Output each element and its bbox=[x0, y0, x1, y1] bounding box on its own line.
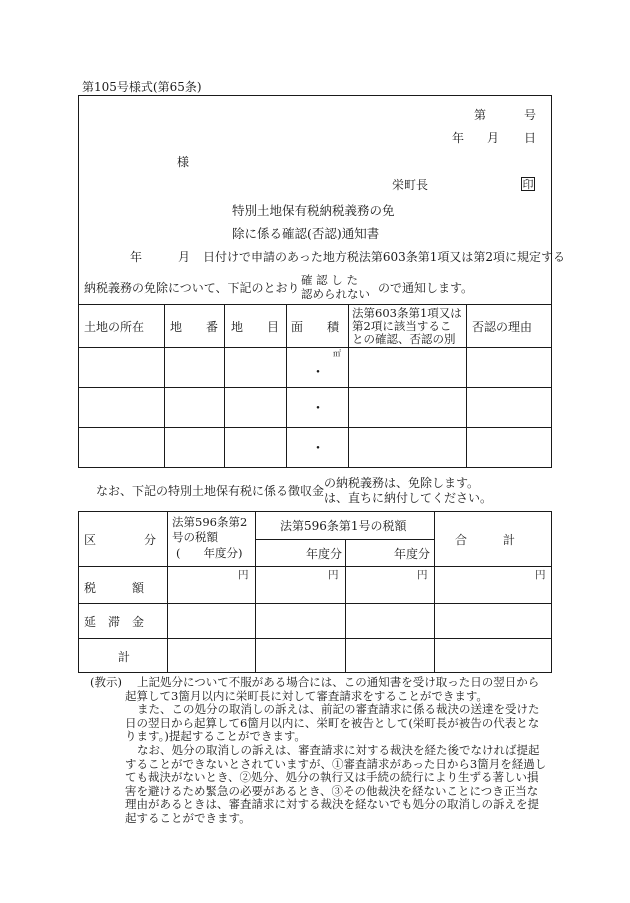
tax-row2-bottom bbox=[78, 638, 552, 639]
body-month: 月 bbox=[178, 250, 191, 264]
tax-header-596-2-line3: ( 年度分) bbox=[176, 546, 243, 560]
decimal-mark: ・ bbox=[311, 401, 325, 417]
choice-confirmed: 確 認 し た bbox=[301, 273, 358, 287]
tax-header-596-2-line1: 法第596条第2 bbox=[172, 515, 248, 529]
tax-choice-exempt: の納税義務は、免除します。 bbox=[324, 476, 480, 490]
land-header-land-category: 地 目 bbox=[231, 320, 280, 334]
document-title-line1: 特別土地保有税納税義務の免 bbox=[232, 203, 395, 218]
yen-unit: 円 bbox=[535, 569, 546, 581]
tax-choice-pay: は、直ちに納付してください。 bbox=[324, 491, 493, 505]
yen-unit: 円 bbox=[328, 569, 339, 581]
date-month: 月 bbox=[487, 131, 500, 145]
area-unit: ㎡ bbox=[333, 349, 341, 358]
tax-col-divider bbox=[434, 511, 435, 673]
tax-subheader-line bbox=[255, 539, 434, 540]
notes-line: なお、処分の取消しの訴えは、審査請求に対する裁決を経た後でなければ提起 bbox=[137, 742, 540, 757]
land-col-divider bbox=[164, 304, 165, 468]
land-header-lot-number: 地 番 bbox=[170, 320, 219, 334]
land-table-top bbox=[78, 304, 552, 305]
notes-line: 起算して3箇月以内に栄町長に対して審査請求をすることができます。 bbox=[125, 688, 488, 703]
land-header-area: 面 積 bbox=[291, 320, 340, 334]
tax-row-total: 計 bbox=[118, 650, 131, 664]
document-title-line2: 除に係る確認(否認)通知書 bbox=[232, 226, 380, 241]
decimal-mark: ・ bbox=[311, 441, 325, 457]
land-table-row2-bottom bbox=[78, 427, 552, 428]
tax-header-596-1: 法第596条第1号の税額 bbox=[280, 519, 407, 533]
yen-unit: 円 bbox=[417, 569, 428, 581]
land-col-divider bbox=[348, 304, 349, 468]
issuer-name: 栄町長 bbox=[392, 178, 429, 192]
number-suffix: 号 bbox=[524, 108, 537, 122]
notes-line: ても裁決がないとき、②処分、処分の執行又は手続の続行により生ずる著しい損 bbox=[125, 770, 539, 785]
body-line2: 納税義務の免除について、下記のとおり bbox=[84, 281, 300, 295]
land-header-location: 土地の所在 bbox=[84, 320, 145, 334]
notes-line: 上記処分について不服がある場合には、この通知書を受け取った日の翌日から bbox=[137, 675, 540, 689]
tax-header-category: 区 分 bbox=[84, 533, 157, 547]
number-label: 第 bbox=[474, 108, 487, 122]
land-col-divider bbox=[224, 304, 225, 468]
tax-subheader-year2: 年度分 bbox=[394, 547, 431, 561]
tax-header-total: 合 計 bbox=[455, 533, 516, 547]
notes-line: 起することができます。 bbox=[125, 810, 251, 825]
tax-col-divider bbox=[167, 511, 168, 673]
notes-line: することができないとされていますが、①審査請求があった日から3箇月を経過し bbox=[125, 756, 547, 771]
land-table-header-bottom bbox=[78, 347, 552, 348]
tax-statement-lead: なお、下記の特別土地保有税に係る徴収金 bbox=[96, 484, 325, 498]
tax-col-divider bbox=[255, 511, 256, 673]
tax-row-tax-amount: 税 額 bbox=[84, 581, 145, 595]
notes-line: 理由があるときは、審査請求に対する裁決を経ないでも処分の取消しの訴えを提 bbox=[125, 797, 539, 812]
tax-col-divider bbox=[345, 539, 346, 673]
tax-header-bottom bbox=[78, 566, 552, 567]
land-header-confirmation-line3: との確認、否認の別 bbox=[352, 332, 456, 346]
notes-line: また、この処分の取消しの訴えは、前記の審査請求に係る裁決の送達を受けた bbox=[137, 702, 540, 717]
choice-denied: 認められない bbox=[301, 287, 370, 301]
form-number: 第105号様式(第65条) bbox=[82, 80, 202, 94]
notes-label: (教示) bbox=[90, 675, 122, 689]
body-line2-end: ので通知します。 bbox=[378, 281, 474, 295]
addressee-suffix: 様 bbox=[177, 155, 190, 169]
land-table-row1-bottom bbox=[78, 387, 552, 388]
decimal-mark: ・ bbox=[311, 365, 325, 381]
body-line1: 日付けで申請のあった地方税法第603条第1項又は第2項に規定する bbox=[203, 250, 566, 264]
land-header-reason: 否認の理由 bbox=[472, 320, 533, 334]
tax-row1-bottom bbox=[78, 603, 552, 604]
tax-row-late-fee: 延 滞 金 bbox=[84, 615, 145, 629]
notes-body bbox=[125, 676, 549, 826]
notes-line: 害を避けるため緊急の必要があるとき、③その他裁決を経ないことにつき正当な bbox=[125, 783, 539, 798]
land-col-divider bbox=[466, 304, 467, 468]
land-col-divider bbox=[286, 304, 287, 468]
seal-mark: 印 bbox=[522, 178, 534, 191]
body-year: 年 bbox=[130, 250, 143, 264]
tax-header-596-2-line2: 号の税額 bbox=[172, 530, 218, 544]
tax-subheader-year1: 年度分 bbox=[306, 547, 343, 561]
date-day: 日 bbox=[524, 131, 537, 145]
land-header-confirmation-line1: 法第603条第1項又は bbox=[352, 306, 462, 320]
notes-line: ります。)提起することができます。 bbox=[125, 729, 306, 744]
date-year: 年 bbox=[452, 131, 465, 145]
yen-unit: 円 bbox=[238, 569, 249, 581]
land-header-confirmation-line2: 第2項に該当するこ bbox=[352, 319, 452, 333]
notes-line: 日の翌日から起算して6箇月以内に、栄町を被告として(栄町長が被告の代表とな bbox=[125, 715, 540, 730]
